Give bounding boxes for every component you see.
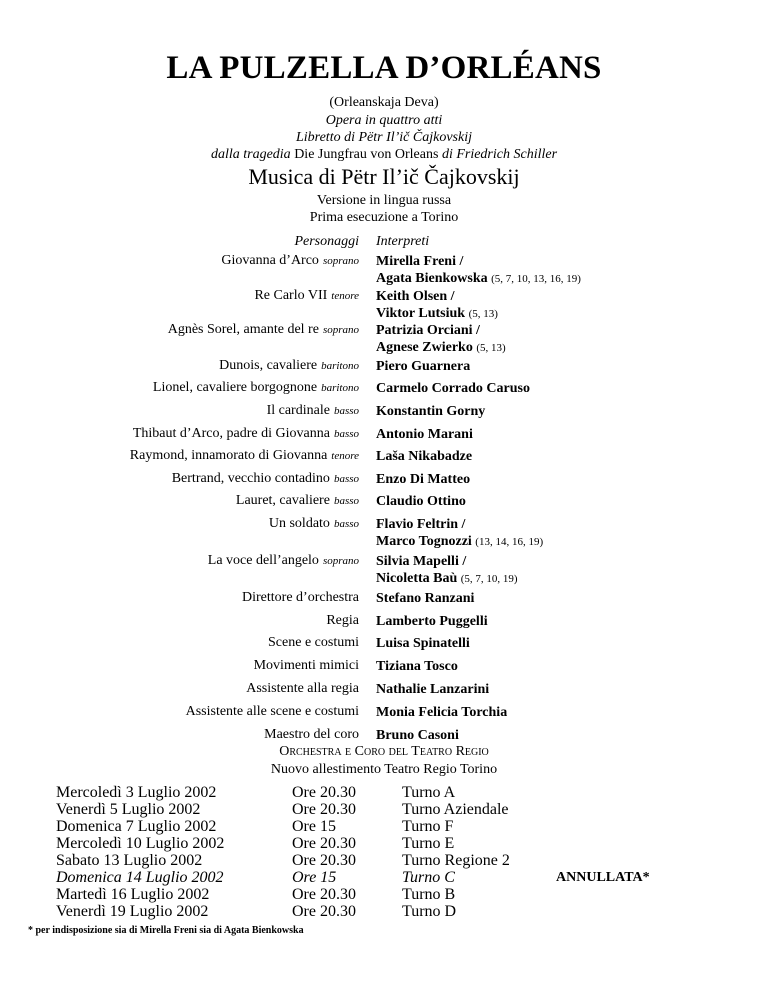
character-name: La voce dell’angelo [207, 553, 319, 568]
character-name: Un soldato [268, 516, 330, 531]
performer-line [376, 380, 530, 397]
character-cell [236, 493, 359, 509]
source-title: Die Jungfrau von Orleans [294, 147, 439, 162]
performer-cell [376, 448, 472, 465]
voice-type: tenore [331, 290, 359, 302]
performer-name: Agnese Zwierko [376, 340, 473, 355]
character-cell [254, 288, 359, 304]
source-tragedy [0, 147, 768, 163]
production-credit: Nuovo allestimento Teatro Regio Torino [270, 762, 498, 777]
performer-name: Silvia Mapelli / [376, 554, 467, 569]
performer-name: Carmelo Corrado Caruso [376, 381, 530, 396]
source-prefix: dalla tragedia [210, 147, 291, 162]
character-cell [168, 322, 359, 338]
performance-date: Martedì 16 Luglio 2002 [56, 886, 210, 903]
performer-line [376, 403, 485, 420]
performer-line [376, 339, 506, 357]
performance-dates-note: (13, 14, 16, 19) [475, 536, 544, 548]
character-name: Giovanna d’Arco [221, 253, 319, 268]
performer-line [376, 305, 498, 323]
staff-name: Lamberto Puggelli [376, 614, 488, 629]
character-name: Il cardinale [266, 403, 330, 418]
voice-type: basso [333, 518, 359, 530]
character-name: Dunois, cavaliere [219, 358, 318, 373]
performance-date: Mercoledì 3 Luglio 2002 [56, 784, 217, 801]
performer-cell [376, 403, 485, 420]
performance-date: Domenica 14 Luglio 2002 [56, 869, 224, 886]
opera-description: Opera in quattro atti [325, 113, 443, 128]
character-name: Agnès Sorel, amante del re [167, 322, 319, 337]
performance-date: Venerdì 19 Luglio 2002 [56, 903, 209, 920]
voice-type: baritono [321, 382, 359, 394]
performance-time: Ore 20.30 [292, 784, 356, 801]
staff-name: Stefano Ranzani [376, 591, 475, 606]
performance-date: Domenica 7 Luglio 2002 [56, 818, 217, 835]
staff-name: Monia Felicia Torchia [376, 705, 508, 720]
performer-name: Agata Bienkowska [376, 271, 488, 286]
performer-cell [376, 471, 470, 488]
performer-name: Patrizia Orciani / [376, 323, 480, 338]
character-cell [172, 471, 359, 487]
character-name: Lauret, cavaliere [235, 493, 330, 508]
performer-name: Laša Nikabadze [376, 449, 473, 464]
performer-line [376, 322, 506, 339]
performer-line [376, 533, 543, 551]
performance-date: Venerdì 5 Luglio 2002 [56, 801, 201, 818]
performer-line [376, 516, 543, 533]
performer-name: Mirella Freni / [376, 254, 464, 269]
performer-name: Flavio Feltrin / [376, 517, 466, 532]
staff-name: Tiziana Tosco [376, 659, 458, 674]
voice-type: basso [333, 495, 359, 507]
performance-time: Ore 15 [292, 818, 336, 835]
voice-type: tenore [331, 450, 359, 462]
performance-time: Ore 20.30 [292, 886, 356, 903]
staff-name: Luisa Spinatelli [376, 636, 470, 651]
music-credit: Musica di Pëtr Il’ič Čajkovskij [248, 164, 520, 189]
voice-type: soprano [322, 255, 359, 267]
performer-name: Marco Tognozzi [376, 534, 472, 549]
staff-name: Bruno Casoni [376, 728, 459, 743]
character-name: Lionel, cavaliere borgognone [152, 380, 318, 395]
performer-line [376, 448, 472, 465]
performer-line [376, 288, 498, 305]
performer-line [376, 471, 470, 488]
version-note: Versione in lingua russa [316, 193, 452, 208]
performance-time: Ore 20.30 [292, 801, 356, 818]
performer-cell [376, 553, 518, 588]
performance-date: Sabato 13 Luglio 2002 [56, 852, 203, 869]
subtitle: (Orleanskaja Deva) [329, 95, 439, 110]
performance-dates-note: (5, 7, 10, 13, 16, 19) [491, 273, 581, 285]
subscription-turn: Turno Regione 2 [402, 852, 510, 869]
performer-line [376, 493, 466, 510]
character-cell [219, 358, 359, 374]
character-name: Bertrand, vecchio contadino [171, 471, 330, 486]
performer-name: Claudio Ottino [376, 494, 466, 509]
performer-name: Piero Guarnera [376, 359, 471, 374]
voice-type: baritono [321, 360, 359, 372]
voice-type: soprano [322, 324, 359, 336]
character-cell [221, 253, 359, 269]
character-name: Thibaut d’Arco, padre di Giovanna [132, 426, 330, 441]
performer-line [376, 253, 581, 270]
performer-name: Konstantin Gorny [376, 404, 486, 419]
performer-cell [376, 493, 466, 510]
voice-type: soprano [322, 555, 359, 567]
performer-name: Antonio Marani [376, 427, 473, 442]
orchestra-credit: Orchestra e Coro del Teatro Regio [279, 744, 489, 759]
subscription-turn: Turno A [402, 784, 456, 801]
performer-cell [376, 322, 506, 357]
performer-cell [376, 516, 543, 551]
libretto-credit: Libretto di Pëtr Il’ič Čajkovskij [295, 130, 472, 145]
performer-cell [376, 253, 581, 288]
staff-role: Maestro del coro [264, 727, 359, 742]
performer-name: Viktor Lutsiuk [376, 306, 466, 321]
performance-time: Ore 20.30 [292, 903, 356, 920]
character-cell [208, 553, 359, 569]
character-cell [130, 448, 359, 464]
staff-role: Assistente alla regia [246, 681, 359, 696]
performance-dates-note: (5, 7, 10, 19) [460, 573, 518, 585]
staff-role: Regia [326, 613, 359, 628]
source-author: di Friedrich Schiller [441, 147, 558, 162]
characters-header: Personaggi [294, 234, 359, 249]
performer-name: Enzo Di Matteo [376, 472, 471, 487]
performer-cell [376, 288, 498, 323]
page-title: LA PULZELLA D’ORLÉANS [166, 50, 602, 86]
performer-cell [376, 426, 473, 443]
performance-time: Ore 20.30 [292, 835, 356, 852]
subscription-turn: Turno Aziendale [402, 801, 509, 818]
performance-dates-note: (5, 13) [468, 308, 498, 320]
performer-cell [376, 358, 470, 375]
subscription-turn: Turno C [402, 869, 455, 886]
character-cell [153, 380, 359, 396]
subscription-turn: Turno F [402, 818, 454, 835]
voice-type: basso [333, 473, 359, 485]
staff-name: Nathalie Lanzarini [376, 682, 490, 697]
performers-header: Interpreti [376, 234, 430, 249]
subscription-turn: Turno E [402, 835, 455, 852]
subscription-turn: Turno D [402, 903, 457, 920]
performance-time: Ore 15 [292, 869, 337, 886]
performer-name: Nicoletta Baù [376, 571, 458, 586]
performer-line [376, 570, 518, 588]
performer-name: Keith Olsen / [376, 289, 455, 304]
staff-role: Assistente alle scene e costumi [185, 704, 359, 719]
character-cell [267, 403, 359, 419]
subscription-turn: Turno B [402, 886, 456, 903]
voice-type: basso [333, 405, 359, 417]
staff-role: Direttore d’orchestra [242, 590, 359, 605]
staff-role: Scene e costumi [268, 635, 359, 650]
performance-dates-note: (5, 13) [476, 342, 506, 354]
cancelled-badge: ANNULLATA* [556, 870, 650, 885]
voice-type: basso [333, 428, 359, 440]
performance-date: Mercoledì 10 Luglio 2002 [56, 835, 225, 852]
footnote: * per indisposizione sia di Mirella Freni sia di Agata Bienkowska [28, 925, 304, 936]
premiere-note: Prima esecuzione a Torino [309, 210, 459, 225]
character-name: Re Carlo VII [254, 288, 328, 303]
performer-line [376, 426, 473, 443]
performance-time: Ore 20.30 [292, 852, 356, 869]
performer-cell [376, 380, 530, 397]
staff-role: Movimenti mimici [253, 658, 359, 673]
performer-line [376, 270, 581, 288]
performer-line [376, 553, 518, 570]
character-cell [133, 426, 359, 442]
character-name: Raymond, innamorato di Giovanna [129, 448, 328, 463]
performer-line [376, 358, 470, 375]
character-cell [269, 516, 359, 532]
